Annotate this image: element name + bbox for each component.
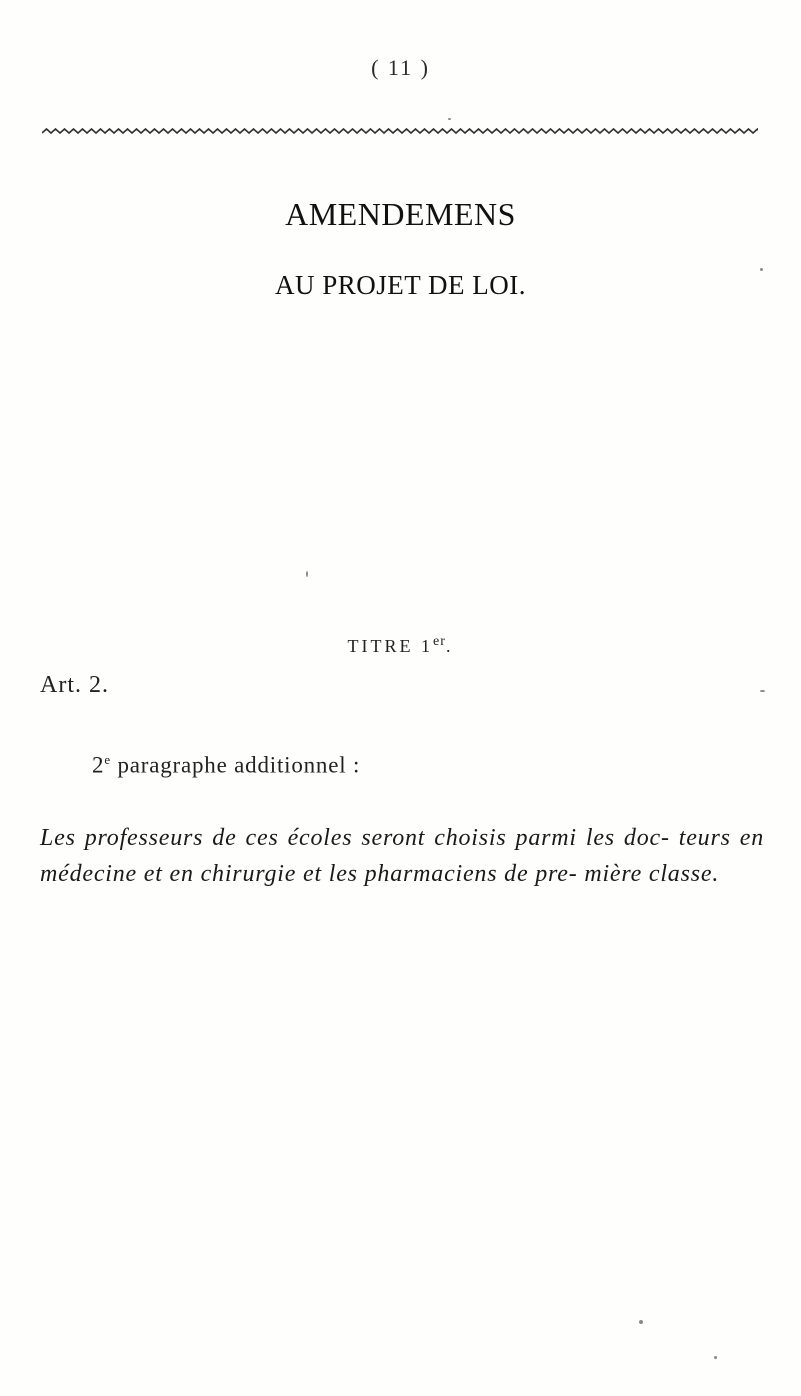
paper-speck bbox=[760, 268, 763, 271]
paper-speck bbox=[760, 690, 765, 692]
paragraph-number: 2 bbox=[92, 752, 105, 778]
section-heading-suffix: . bbox=[445, 636, 454, 656]
paragraph-ordinal: e bbox=[104, 752, 111, 767]
main-title: AMENDEMENS bbox=[285, 196, 516, 232]
subtitle: AU PROJET DE LOI. bbox=[275, 270, 526, 300]
article-number: Art. 2. bbox=[40, 672, 109, 698]
ornamental-rule bbox=[42, 127, 758, 135]
section-heading-ordinal: er bbox=[433, 634, 446, 649]
section-heading bbox=[0, 634, 801, 657]
paragraph-label bbox=[92, 752, 360, 779]
paper-speck bbox=[448, 118, 451, 120]
paper-speck bbox=[714, 1356, 717, 1359]
section-heading-label: TITRE 1 bbox=[347, 636, 434, 656]
paragraph-label-text: paragraphe additionnel : bbox=[110, 752, 361, 778]
paper-speck bbox=[306, 571, 308, 577]
amendment-text: Les professeurs de ces écoles seront choisis parmi les doc- teurs en médecine et en chirurgie et les pharmaciens de pre- mière classe. bbox=[40, 825, 764, 887]
paper-speck bbox=[639, 1320, 643, 1324]
page-number: ( 11 ) bbox=[371, 55, 430, 80]
